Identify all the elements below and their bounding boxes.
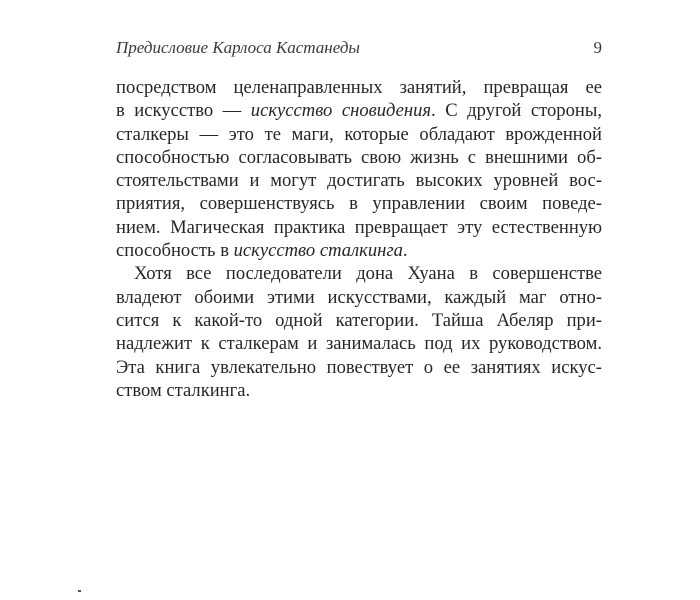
text-line: сится к какой-то одной категории. Тайша Абеляр при-: [116, 309, 602, 331]
running-title: Предисловие Карлоса Кастанеды: [116, 38, 360, 57]
emphasis-dreaming: искусство сновидения: [250, 100, 432, 122]
text-line: владеют обоими этими искусствами, каждый маг отно-: [116, 286, 602, 308]
text-line: надлежит к сталкерам и занималась под их руководством.: [116, 333, 602, 355]
scan-speck: [78, 590, 81, 592]
running-head: [116, 38, 602, 62]
text-line: приятия, совершенствуясь в управлении своим поведе-: [116, 193, 602, 215]
text-line: в искусство — искусство сновидения. С другой стороны,: [116, 100, 602, 122]
emphasis-stalking: искусство сталкинга: [233, 240, 403, 262]
text-line: нием. Магическая практика превращает эту естественную: [116, 216, 602, 238]
text-line: Хотя все последователи дона Хуана в совершенстве: [134, 263, 602, 285]
text-line: способностью согласовывать свою жизнь с внешними об-: [116, 146, 602, 168]
text-line: способность в искусство сталкинга.: [116, 240, 408, 262]
text-line: Эта книга увлекательно повествует о ее занятиях искус-: [116, 356, 602, 378]
page-number: 9: [593, 38, 602, 57]
body-text: [116, 76, 602, 402]
text-line: сталкеры — это те маги, которые обладают врожденной: [116, 123, 602, 145]
text-line: ством сталкинга.: [116, 379, 251, 401]
text-line: посредством целенаправленных занятий, превращая ее: [116, 77, 602, 98]
text-line: стоятельствами и могут достигать высоких уровней вос-: [116, 170, 602, 192]
